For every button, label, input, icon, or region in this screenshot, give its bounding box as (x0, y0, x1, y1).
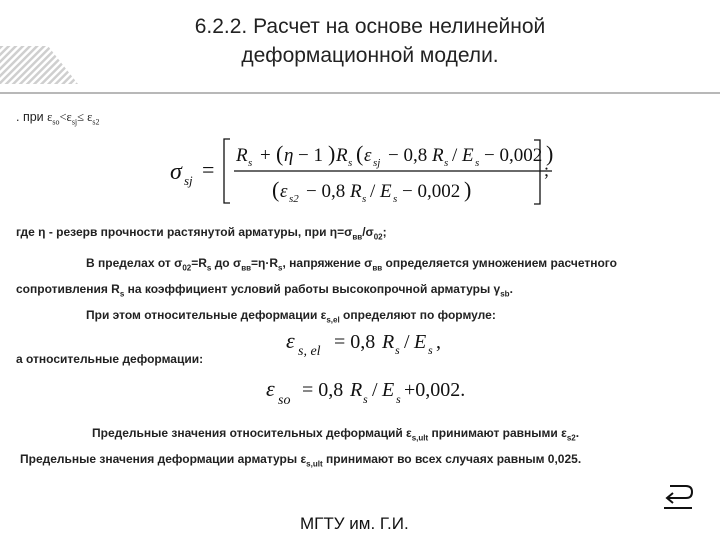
svg-text:s: s (363, 392, 368, 406)
p1-d: s (206, 263, 212, 273)
svg-text:,: , (436, 331, 441, 353)
p5-c: принимают равными ε (428, 426, 567, 440)
p5-a: Предельные значения относительных деформаций ε (92, 426, 412, 440)
svg-text:R: R (350, 379, 363, 401)
p2-c: на коэффициент условий работы высокопрочной арматуры γ (124, 282, 501, 296)
svg-text:R: R (336, 145, 348, 166)
formula-sigma-sj (168, 135, 558, 207)
svg-text:): ) (464, 177, 472, 202)
slide-title (130, 12, 610, 70)
svg-text:ε: ε (280, 181, 288, 202)
p1-h: s (278, 263, 283, 273)
svg-text:− 0,8: − 0,8 (306, 181, 346, 202)
p5-d: s2 (566, 433, 576, 443)
svg-text:/: / (372, 379, 378, 401)
svg-text:(: ( (276, 141, 284, 166)
p2-b: s (119, 289, 125, 299)
svg-text:): ) (328, 141, 336, 166)
p2-a: сопротивления R (16, 282, 120, 296)
footer-text: МГТУ им. Г.И. (300, 514, 409, 533)
paragraph-5 (92, 426, 580, 443)
svg-text:s2: s2 (289, 193, 299, 205)
paragraph-3 (86, 308, 496, 325)
p1-j: вв (372, 263, 383, 273)
p3-a: При этом относительные деформации ε (86, 308, 327, 322)
title-line-1: 6.2.2. Расчет на основе нелинейной (194, 15, 546, 38)
svg-text:R: R (432, 145, 444, 166)
p1-c: =R (191, 256, 207, 270)
svg-text:s: s (248, 157, 253, 169)
paragraph-1 (86, 256, 617, 273)
svg-text:s: s (475, 157, 480, 169)
svg-text:R: R (236, 145, 248, 166)
svg-text:(: ( (356, 141, 364, 166)
paragraph-6 (20, 452, 582, 469)
svg-text:− 0,8: − 0,8 (388, 145, 428, 166)
svg-text:;: ; (544, 160, 550, 180)
p3-b: s,el (326, 315, 340, 325)
svg-text:ε: ε (364, 145, 372, 166)
title-line-2: деформационной модели. (241, 44, 499, 67)
svg-text:E: E (380, 181, 392, 202)
formula-right-bracket (532, 138, 556, 208)
p1-f: вв (241, 263, 252, 273)
svg-text:s: s (444, 157, 449, 169)
paragraph-2 (16, 282, 513, 299)
svg-text:=: = (202, 157, 215, 182)
eta-text-2: /σ (362, 225, 374, 239)
p6-b: s,ult (306, 459, 323, 469)
svg-text:so: so (278, 393, 291, 408)
svg-text:sj: sj (184, 173, 193, 188)
eta-text-3: ; (382, 225, 387, 239)
svg-text:/: / (452, 145, 458, 166)
p5-e: . (575, 426, 580, 440)
svg-text:= 0,8: = 0,8 (334, 331, 376, 353)
svg-text:R: R (382, 331, 395, 353)
svg-text:− 1: − 1 (298, 145, 323, 166)
eta-sub-2: 02 (373, 232, 383, 242)
condition-prefix: . при (16, 110, 48, 124)
svg-text:(: ( (272, 177, 280, 202)
svg-text:s: s (395, 343, 400, 357)
svg-text:s, el: s, el (298, 344, 321, 359)
svg-text:R: R (350, 181, 362, 202)
p1-k: определяется умножением расчетного (382, 256, 617, 270)
svg-text:s: s (348, 157, 353, 169)
p6-c: принимают во всех случаях равным 0,025. (322, 452, 582, 466)
svg-text:− 0,002: − 0,002 (484, 145, 543, 166)
svg-text:= 0,8: = 0,8 (302, 379, 344, 401)
corner-stripes-decoration (0, 46, 78, 84)
eta-text-1: где η - резерв прочности растянутой арматуры, при η=σ (16, 225, 353, 239)
svg-text:ε: ε (286, 328, 295, 353)
p6-a: Предельные значения деформации арматуры ε (20, 452, 307, 466)
svg-text:E: E (462, 145, 474, 166)
condition-text: . при $\varepsilon_{so}<\varepsilon_{sj}\le \varepsilon_{s2}$ (16, 110, 100, 127)
svg-text:η: η (284, 145, 294, 166)
p5-b: s,ult (411, 433, 429, 443)
p2-d: sb (500, 289, 510, 299)
svg-text:σ: σ (170, 159, 182, 185)
svg-text:s: s (393, 193, 398, 205)
svg-text:/: / (404, 331, 410, 353)
return-arrow-icon[interactable] (660, 482, 696, 514)
svg-text:s: s (362, 193, 367, 205)
p1-b: 02 (182, 263, 192, 273)
p1-g: =η·R (251, 256, 279, 270)
p1-a: В пределах от σ (86, 256, 183, 270)
svg-text:− 0,002: − 0,002 (402, 181, 461, 202)
svg-text:/: / (370, 181, 376, 202)
svg-text:+0,002.: +0,002. (404, 379, 466, 401)
svg-text:): ) (546, 141, 554, 166)
svg-text:s: s (396, 392, 401, 406)
svg-text:E: E (414, 331, 427, 353)
svg-text:s: s (428, 343, 433, 357)
svg-text:sj: sj (373, 157, 381, 169)
formula-eps-sel (282, 322, 452, 362)
p3-c: определяют по формуле: (339, 308, 496, 322)
svg-text:+: + (260, 145, 271, 166)
formula-eps-so (262, 368, 472, 412)
paragraph-4: а относительные деформации: (16, 352, 204, 366)
eta-definition (16, 225, 387, 242)
p1-e: до σ (211, 256, 242, 270)
eta-sub-1: вв (352, 232, 363, 242)
p1-i: , напряжение σ (282, 256, 373, 270)
svg-text:ε: ε (266, 376, 275, 401)
svg-text:E: E (382, 379, 395, 401)
title-divider (0, 92, 720, 94)
p2-e: . (509, 282, 513, 296)
